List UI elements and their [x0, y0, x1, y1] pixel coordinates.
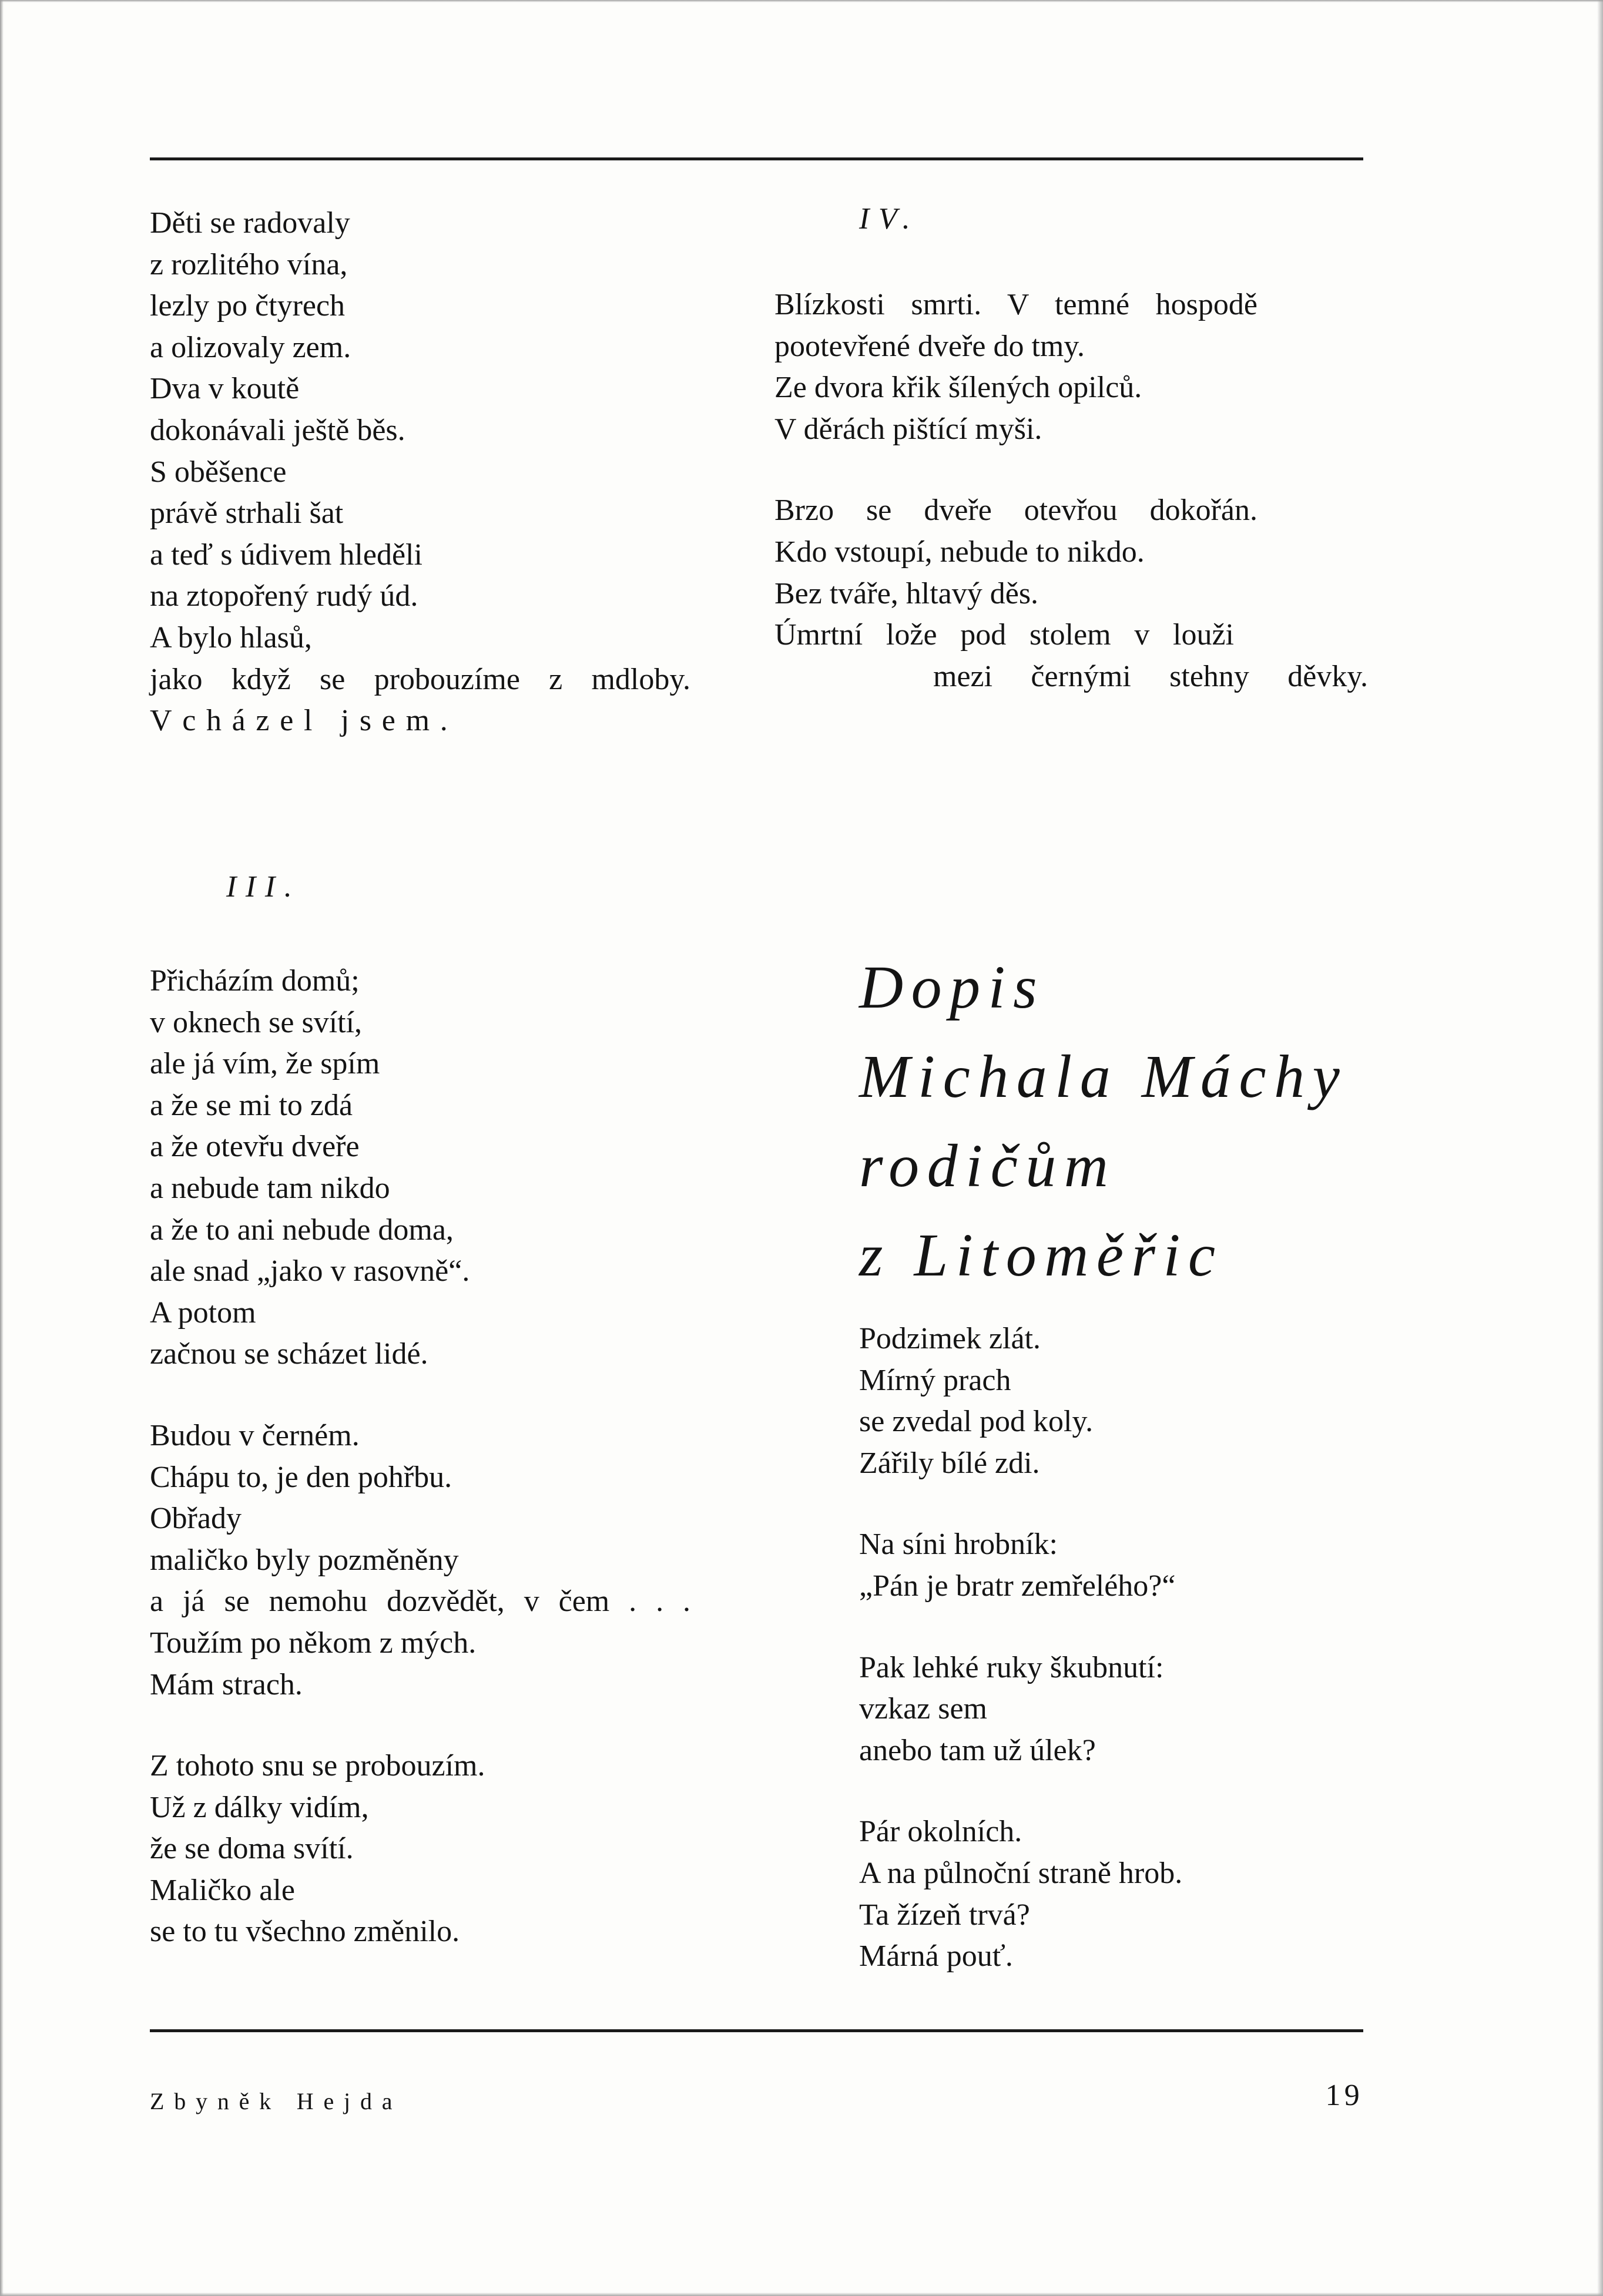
- poem-line: Pak lehké ruky škubnutí:: [859, 1650, 1164, 1684]
- poem-line: Blízkosti smrti. V temné hospodě: [774, 288, 1257, 321]
- poem-section-iii: [150, 961, 726, 1953]
- poem-line: Chápu to, je den pohřbu.: [150, 1460, 452, 1494]
- poem-line: jako když se probouzíme z mdloby.: [150, 662, 690, 696]
- stanza: [859, 1318, 1364, 1484]
- poem-line: a teď s údivem hleděli: [150, 538, 422, 572]
- poem-line: Brzo se dveře otevřou dokořán.: [774, 494, 1257, 528]
- poem-line: anebo tam už úlek?: [859, 1733, 1096, 1767]
- poem-line: Toužím po někom z mých.: [150, 1626, 477, 1660]
- stanza: [774, 284, 1368, 450]
- footer-author: Zbyněk Hejda: [150, 2088, 403, 2114]
- poem-line: z rozlitého vína,: [150, 247, 348, 281]
- section-heading-iv: IV.: [859, 202, 920, 236]
- poem-line: a že se mi to zdá: [150, 1088, 353, 1122]
- poem-line: mezi černými stehny děvky.: [933, 659, 1368, 693]
- poem-line: se to tu všechno změnilo.: [150, 1915, 460, 1949]
- poem-line: Děti se radovaly: [150, 206, 350, 240]
- poem-line: V děrách pištící myši.: [774, 412, 1042, 446]
- poem-line: Z tohoto snu se probouzím.: [150, 1749, 485, 1783]
- poem-line: maličko byly pozměněny: [150, 1543, 459, 1577]
- stanza: [859, 1647, 1364, 1772]
- poem-line: na ztopořený rudý úd.: [150, 579, 418, 613]
- poem-line: se zvedal pod koly.: [859, 1405, 1094, 1439]
- poem-line: Zářily bílé zdi.: [859, 1446, 1040, 1480]
- scan-edge-right: [1597, 0, 1603, 2296]
- poem-line: Vcházel jsem.: [150, 704, 458, 738]
- poem-line: a že otevřu dveře: [150, 1130, 360, 1164]
- page-number: 19: [1325, 2079, 1363, 2112]
- poem-line: A na půlnoční straně hrob.: [859, 1856, 1183, 1890]
- poem-line: pootevřené dveře do tmy.: [774, 329, 1085, 363]
- poem-line: Budou v černém.: [150, 1418, 360, 1452]
- stanza: [859, 1811, 1364, 1977]
- poem-line: Pár okolních.: [859, 1815, 1022, 1849]
- top-rule: [150, 157, 1363, 160]
- bottom-rule: [150, 2029, 1363, 2032]
- poem-line: ale já vím, že spím: [150, 1047, 380, 1081]
- poem-line: „Pán je bratr zemřelého?“: [859, 1569, 1176, 1603]
- poem-line: a já se nemohu dozvědět, v čem . . .: [150, 1585, 690, 1619]
- poem-line: Přicházím domů;: [150, 964, 360, 998]
- poem-line: A bylo hlasů,: [150, 620, 312, 654]
- poem-dopis: [859, 1318, 1364, 1978]
- poem-line: že se doma svítí.: [150, 1832, 354, 1866]
- poem-line: ale snad „jako v rasovně“.: [150, 1254, 470, 1288]
- poem-line: Ta žízeň trvá?: [859, 1898, 1030, 1932]
- poem-line: Mírný prach: [859, 1363, 1011, 1397]
- poem-line: a olizovaly zem.: [150, 330, 351, 364]
- title-line: Michala Máchy: [859, 1043, 1348, 1110]
- poem-title: [859, 943, 1376, 1300]
- poem-line: Bez tváře, hltavý děs.: [774, 576, 1039, 610]
- poem-line: Podzimek zlát.: [859, 1322, 1041, 1355]
- poem-line: začnou se scházet lidé.: [150, 1337, 428, 1371]
- poem-line: a nebude tam nikdo: [150, 1171, 390, 1205]
- poem-line: dokonávali ještě běs.: [150, 413, 405, 447]
- poem-line: a že to ani nebude doma,: [150, 1213, 454, 1247]
- poem-line: S oběšence: [150, 455, 287, 489]
- poem-line: Dva v koutě: [150, 372, 300, 406]
- stanza: [150, 1746, 726, 1953]
- poem-line: Ze dvora křik šílených opilců.: [774, 371, 1142, 405]
- poem-line: v oknech se svítí,: [150, 1005, 363, 1039]
- stanza: [150, 1415, 726, 1706]
- title-line: Dopis: [859, 954, 1045, 1021]
- stanza: [774, 490, 1368, 697]
- poem-continuation-left: [150, 203, 726, 742]
- poem-line: Maličko ale: [150, 1873, 295, 1907]
- scan-edge-left: [0, 0, 4, 2296]
- poem-line: lezly po čtyrech: [150, 289, 346, 323]
- poem-line: Márná pouť.: [859, 1939, 1013, 1973]
- stanza: [150, 961, 726, 1375]
- scan-edge-top: [0, 0, 1603, 2]
- poem-line: A potom: [150, 1295, 256, 1330]
- poem-line: Kdo vstoupí, nebude to nikdo.: [774, 535, 1145, 569]
- poem-line: Už z dálky vidím,: [150, 1790, 369, 1824]
- poem-line: Úmrtní lože pod stolem v louži: [774, 618, 1234, 652]
- poem-line: právě strhali šat: [150, 496, 344, 531]
- scan-edge-bottom: [0, 2292, 1603, 2296]
- stanza: [859, 1524, 1364, 1607]
- poem-line: Mám strach.: [150, 1667, 303, 1701]
- poem-line: vzkaz sem: [859, 1692, 988, 1726]
- title-line: rodičům: [859, 1132, 1116, 1200]
- poem-section-iv: [774, 284, 1368, 697]
- title-line: z Litoměřic: [859, 1221, 1223, 1289]
- poem-line: Obřady: [150, 1502, 242, 1536]
- section-heading-iii: III.: [226, 870, 301, 904]
- poem-line: Na síni hrobník:: [859, 1528, 1058, 1562]
